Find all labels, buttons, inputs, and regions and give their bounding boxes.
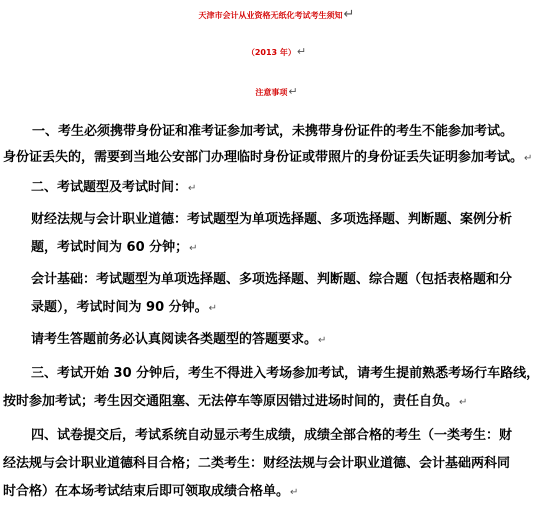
body-line-13 [3,484,298,501]
body-line-5 [31,240,198,257]
body-line-text: 录题），考试时间为 90 分钟。 [31,300,208,315]
paragraph-mark-icon: ↵ [208,303,218,314]
body-line-text: 题，考试时间为 60 分钟； [31,240,189,255]
body-line-text: 会计基础：考试题型为单项选择题、多项选择题、判断题、综合题（包括表格题和分 [31,272,513,287]
body-line-text: 按时参加考试；考生因交通阻塞、无法停车等原因错过进场时间的，责任自负。 [3,394,459,409]
body-line-text: 四、试卷提交后，考试系统自动显示考生成绩，成绩全部合格的考生（一类考生：财 [31,428,513,443]
notice-title [0,2,553,28]
paragraph-mark-icon: ↵ [189,243,198,254]
body-line-2 [3,150,532,167]
notice-subtitle-text: 注意事项 [255,88,288,97]
body-line-text: 财经法规与会计职业道德：考试题型为单项选择题、多项选择题、判断题、案例分析 [31,212,513,227]
paragraph-mark-icon: ↵ [459,397,468,408]
body-line-3 [31,180,196,197]
body-line-10 [3,394,467,411]
body-line-text: 三、考试开始 30 分钟后，考生不得进入考场参加考试，请考生提前熟悉考场行车路线， [31,366,540,381]
paragraph-mark-icon: ↵ [343,7,355,22]
paragraph-mark-icon: ↵ [524,153,533,164]
paragraph-mark-icon: ↵ [290,487,299,498]
body-line-6 [31,272,512,288]
paragraph-mark-icon: ↵ [296,45,307,58]
notice-subtitle [0,82,553,103]
paragraph-mark-icon: ↵ [318,335,327,346]
paragraph-mark-icon: ↵ [288,85,298,98]
body-line-text: 身份证丢失的，需要到当地公安部门办理临时身份证或带照片的身份证丢失证明参加考试。 [3,150,524,165]
notice-year [0,42,553,63]
body-line-7 [31,300,217,317]
notice-year-text: （2013 年） [246,48,296,57]
body-line-text: 时合格）在本场考试结束后即可领取成绩合格单。 [3,484,290,499]
body-line-text: 二、考试题型及考试时间： [31,180,188,195]
paragraph-mark-icon: ↵ [188,183,197,194]
body-line-text: 经法规与会计职业道德科目合格；二类考生：财经法规与会计职业道德、会计基础两科同 [3,456,511,471]
body-line-9 [31,366,539,382]
body-line-12 [3,456,510,472]
body-line-11 [31,428,512,444]
notice-title-text: 天津市会计从业资格无纸化考试考生须知 [198,10,343,20]
body-line-1 [32,124,513,140]
body-line-8 [31,332,326,349]
body-line-4 [31,212,512,228]
body-line-text: 一、考生必须携带身份证和准考证参加考试，未携带身份证件的考生不能参加考试。 [32,124,514,139]
body-line-text: 请考生答题前务必认真阅读各类题型的答题要求。 [31,332,318,347]
